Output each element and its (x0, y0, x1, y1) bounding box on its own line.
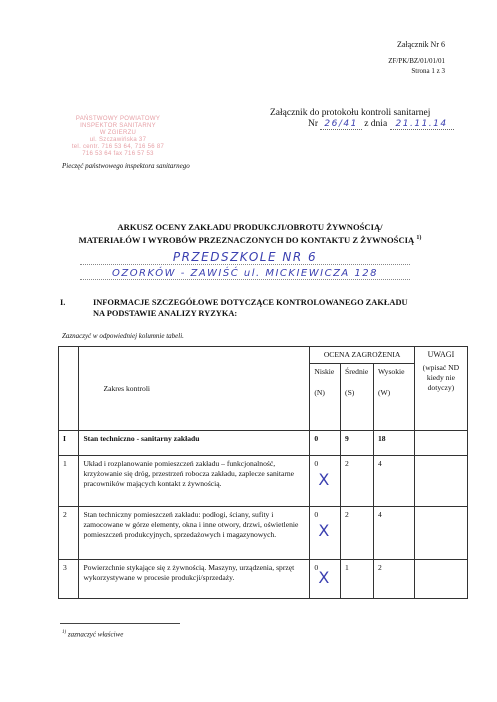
header-mid (341, 364, 374, 431)
mid-label: Średnie (345, 367, 369, 376)
total-low: 0 (310, 431, 341, 456)
row-low-value: 0 (314, 510, 319, 519)
page-indicator: Strona 1 z 3 (411, 67, 445, 75)
row-high[interactable]: 2 (373, 560, 414, 599)
notes-title: UWAGI (427, 350, 455, 359)
row-text: Powierzchnie stykające się z żywnością. Maszyny, urządzenia, sprzęt wykorzystywane w procesie produkcji/sprzedaży. (79, 560, 310, 599)
table-row (59, 456, 468, 507)
nr-label: Nr (308, 119, 319, 129)
high-abbr: (W) (377, 388, 391, 397)
title-line-2-wrap (30, 235, 470, 245)
title-line-2: MATERIAŁÓW I WYROBÓW PRZEZNACZONYCH DO KONTAKTU Z ŻYWNOŚCIĄ (78, 235, 415, 245)
table-row (59, 560, 468, 599)
row-low[interactable] (310, 560, 341, 599)
sanitary-inspector-stamp (58, 116, 178, 158)
stamp-line: ul. Szczawińska 37 (89, 137, 147, 143)
protocol-number-line (308, 119, 454, 129)
table-row-total (59, 431, 468, 456)
table-header-row (59, 347, 468, 364)
low-label: Niskie (314, 367, 335, 376)
total-mid: 9 (341, 431, 374, 456)
header-num-cell (59, 347, 79, 431)
footnote (62, 630, 123, 638)
row-mid[interactable]: 1 (341, 560, 374, 599)
mid-abbr: (S) (345, 388, 355, 397)
protocol-date: 21.11.14 (390, 119, 454, 130)
stamp-line: INSPEKTOR SANITARNY (80, 123, 156, 129)
total-high: 18 (373, 431, 414, 456)
row-mid[interactable]: 2 (341, 507, 374, 560)
section-heading (93, 298, 473, 318)
section-heading-line-1: INFORMACJE SZCZEGÓŁOWE DOTYCZĄCE KONTROLOWANEGO ZAKŁADU (93, 298, 408, 307)
date-label: z dnia (364, 119, 388, 129)
header-threat: OCENA ZAGROŻENIA (310, 347, 414, 364)
document-code: ZF/PK/BZ/01/01/01 (388, 57, 445, 65)
stamp-caption: Pieczęć państwowego inspektora sanitarnego (62, 162, 190, 170)
high-label: Wysokie (377, 367, 405, 376)
low-abbr: (N) (314, 388, 325, 397)
row-num: 3 (59, 560, 79, 599)
row-num: 2 (59, 507, 79, 560)
footnote-marker: 1) (62, 630, 67, 635)
row-low-value: 0 (314, 459, 319, 468)
document-title (30, 222, 470, 245)
stamp-line: PAŃSTWOWY POWIATOWY (75, 116, 161, 122)
row-high[interactable]: 4 (373, 456, 414, 507)
risk-assessment-table (58, 346, 468, 599)
header-high (373, 364, 414, 431)
check-mark-icon: X (318, 568, 330, 587)
stamp-line: tel. centr. 716 53 64, 716 56 87 (71, 144, 165, 150)
attachment-number: Załącznik Nr 6 (397, 40, 445, 49)
row-num: 1 (59, 456, 79, 507)
check-mark-icon: X (318, 521, 330, 540)
notes-subtitle: (wpisać ND kiedy nie dotyczy) (422, 363, 460, 392)
row-low-value: 0 (314, 563, 319, 572)
row-notes[interactable] (414, 507, 467, 560)
total-num: I (59, 431, 79, 456)
row-mid[interactable]: 2 (341, 456, 374, 507)
check-mark-icon: X (318, 470, 330, 489)
header-notes (414, 347, 467, 431)
row-low[interactable] (310, 507, 341, 560)
stamp-line: W ZGIERZU (99, 130, 137, 136)
row-text: Stan techniczny pomieszczeń zakładu: podłogi, ściany, sufity i zamocowane w górze elementy, okna i inne otwory, drzwi, oświetlenie pomieszczeń produkcyjnych, sprzedażowych i magazynowych. (79, 507, 310, 560)
total-notes (414, 431, 467, 456)
establishment-address-handwritten: OZORKÓW - ZAWIŚĆ ul. MICKIEWICZA 128 (80, 268, 410, 280)
title-line-1: ARKUSZ OCENY ZAKŁADU PRODUKCJI/OBROTU ŻYWNOŚCIĄ/ (117, 222, 383, 232)
stamp-line: 716 53 64 fax 716 57 53 (82, 151, 154, 157)
footnote-separator (60, 623, 180, 624)
row-notes[interactable] (414, 456, 467, 507)
title-footnote-ref: 1) (416, 235, 422, 242)
establishment-name-handwritten: PRZEDSZKOLE NR 6 (80, 250, 410, 265)
row-notes[interactable] (414, 560, 467, 599)
total-label: Stan techniczno - sanitarny zakładu (79, 431, 310, 456)
footnote-text: zaznaczyć właściwe (67, 630, 124, 639)
row-low[interactable] (310, 456, 341, 507)
row-high[interactable]: 4 (373, 507, 414, 560)
header-scope: Zakres kontroli (79, 347, 310, 431)
section-heading-line-2: NA PODSTAWIE ANALIZY RYZYKA: (93, 309, 238, 318)
row-text: Układ i rozplanowanie pomieszczeń zakładu – funkcjonalność, krzyżowanie się dróg, przestrzeń robocza zakładu, zaplecze sanitarne pracowników mających kontakt z żywnością. (79, 456, 310, 507)
protocol-label: Załącznik do protokołu kontroli sanitarnej (270, 108, 431, 118)
section-number: I. (60, 298, 66, 307)
table-row (59, 507, 468, 560)
header-low (310, 364, 341, 431)
protocol-number: 26/41 (320, 119, 361, 130)
section-instruction: Zaznaczyć w odpowiedniej kolumnie tabeli. (62, 332, 184, 340)
protocol-reference (270, 108, 454, 129)
